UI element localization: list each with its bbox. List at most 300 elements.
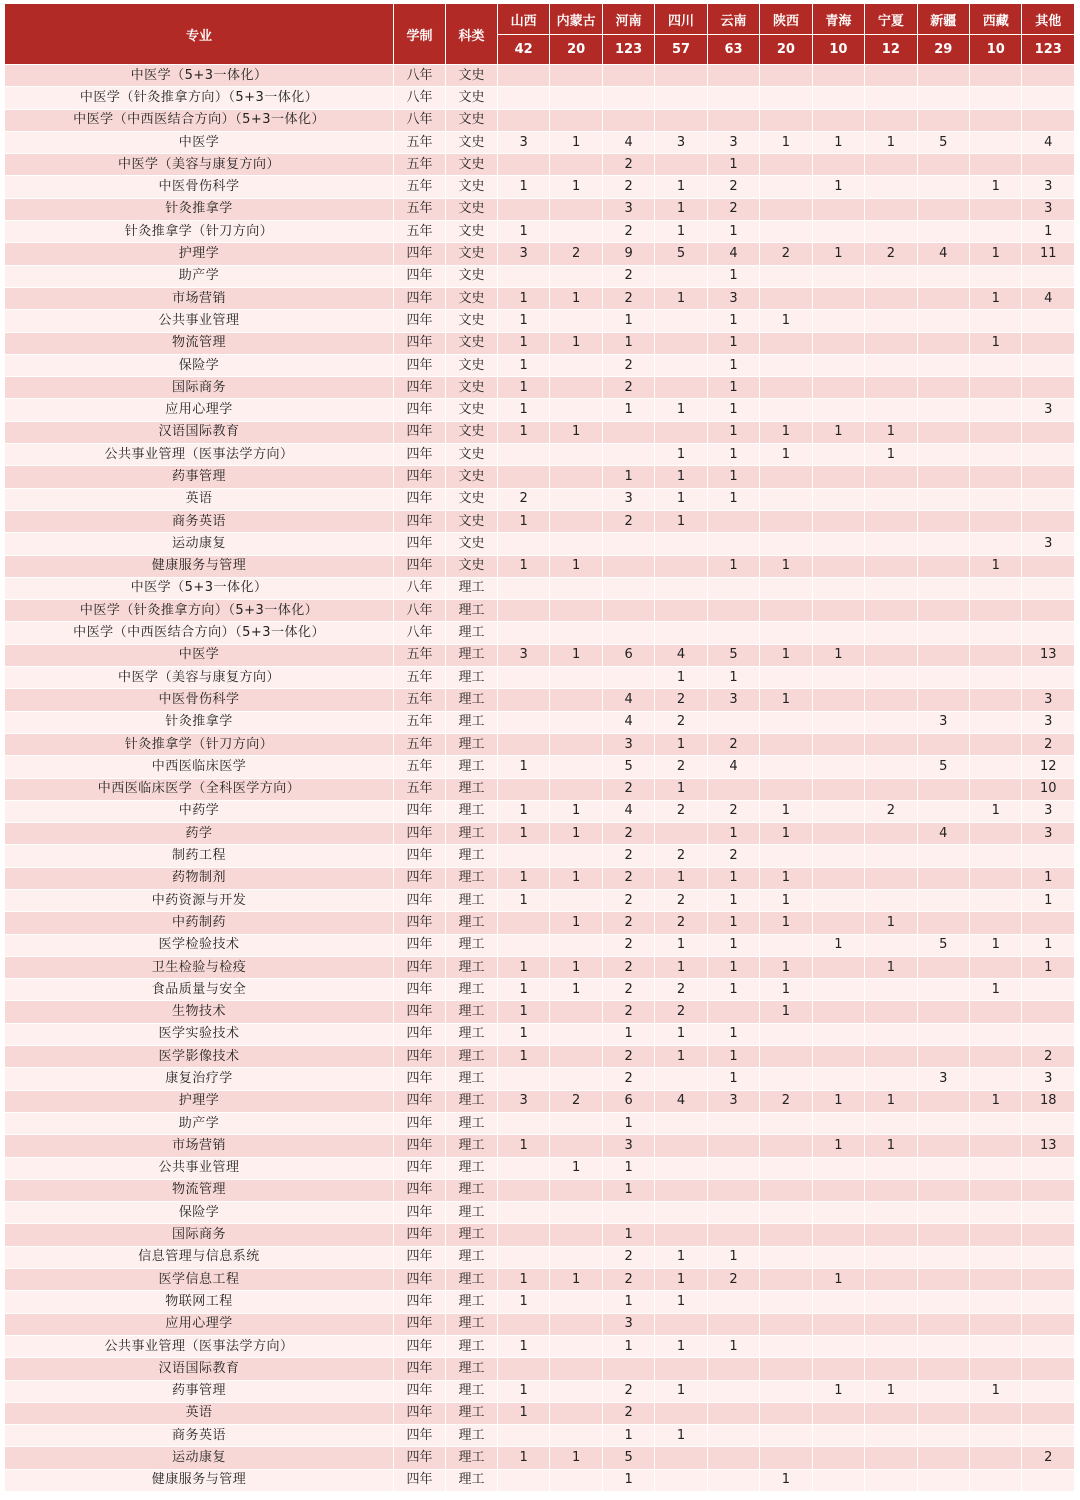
quota-cell	[812, 1313, 864, 1335]
quota-cell: 1	[497, 1001, 549, 1023]
quota-cell	[812, 733, 864, 755]
column-header-province: 内蒙古	[550, 4, 602, 35]
length-cell: 五年	[394, 221, 446, 243]
quota-cell	[917, 198, 969, 220]
quota-cell: 1	[655, 1425, 707, 1447]
quota-cell	[707, 1157, 759, 1179]
category-cell: 文史	[446, 198, 498, 220]
table-row	[5, 1469, 1075, 1491]
quota-cell	[1022, 154, 1075, 176]
category-cell: 理工	[446, 778, 498, 800]
length-cell: 四年	[394, 912, 446, 934]
quota-cell: 1	[550, 867, 602, 889]
length-cell: 四年	[394, 1135, 446, 1157]
quota-cell	[917, 488, 969, 510]
quota-cell	[760, 510, 812, 532]
quota-cell	[917, 287, 969, 309]
quota-cell	[1022, 1425, 1075, 1447]
category-cell: 理工	[446, 1425, 498, 1447]
quota-cell	[1022, 332, 1075, 354]
quota-cell	[550, 154, 602, 176]
quota-cell: 3	[1022, 800, 1075, 822]
length-cell: 四年	[394, 555, 446, 577]
quota-cell	[1022, 444, 1075, 466]
major-cell: 食品质量与安全	[5, 979, 394, 1001]
quota-cell	[602, 577, 654, 599]
enrollment-plan-table	[4, 3, 1075, 1492]
major-cell: 中药制药	[5, 912, 394, 934]
length-cell: 四年	[394, 1335, 446, 1357]
quota-cell	[917, 221, 969, 243]
quota-cell	[497, 934, 549, 956]
quota-cell: 1	[602, 1224, 654, 1246]
length-cell: 四年	[394, 1112, 446, 1134]
major-cell: 中医学（针灸推拿方向）（5+3一体化）	[5, 87, 394, 109]
quota-cell	[970, 1246, 1022, 1268]
quota-cell	[497, 912, 549, 934]
quota-cell: 5	[602, 756, 654, 778]
quota-cell	[1022, 622, 1075, 644]
quota-cell	[917, 956, 969, 978]
quota-cell	[812, 332, 864, 354]
quota-cell	[865, 823, 917, 845]
quota-cell	[1022, 577, 1075, 599]
quota-cell	[970, 1202, 1022, 1224]
quota-cell: 1	[497, 1380, 549, 1402]
quota-cell	[970, 1425, 1022, 1447]
table-row	[5, 711, 1075, 733]
quota-cell	[550, 65, 602, 87]
quota-cell	[550, 1402, 602, 1424]
quota-cell: 2	[497, 488, 549, 510]
province-total: 63	[707, 35, 759, 65]
quota-cell: 1	[760, 956, 812, 978]
quota-cell: 2	[602, 377, 654, 399]
quota-cell	[497, 1179, 549, 1201]
quota-cell	[970, 1023, 1022, 1045]
quota-cell	[550, 1179, 602, 1201]
quota-cell	[760, 1313, 812, 1335]
length-cell: 五年	[394, 644, 446, 666]
major-cell: 医学检验技术	[5, 934, 394, 956]
major-cell: 公共事业管理（医事法学方向）	[5, 1335, 394, 1357]
category-cell: 理工	[446, 1246, 498, 1268]
quota-cell: 1	[707, 444, 759, 466]
quota-cell: 2	[550, 243, 602, 265]
major-cell: 中西医临床医学	[5, 756, 394, 778]
quota-cell: 1	[497, 555, 549, 577]
quota-cell	[865, 1224, 917, 1246]
quota-cell: 1	[602, 1112, 654, 1134]
quota-cell	[917, 533, 969, 555]
major-cell: 药事管理	[5, 1380, 394, 1402]
quota-cell: 1	[760, 800, 812, 822]
major-cell: 中医骨伤科学	[5, 689, 394, 711]
quota-cell	[917, 667, 969, 689]
category-cell: 理工	[446, 1157, 498, 1179]
quota-cell	[760, 265, 812, 287]
province-total: 20	[760, 35, 812, 65]
major-cell: 中药学	[5, 800, 394, 822]
quota-cell: 1	[655, 1380, 707, 1402]
column-header-province: 青海	[812, 4, 864, 35]
quota-cell: 1	[602, 1179, 654, 1201]
table-row	[5, 243, 1075, 265]
quota-cell: 1	[760, 555, 812, 577]
category-cell: 文史	[446, 421, 498, 443]
quota-cell: 1	[655, 399, 707, 421]
province-total: 57	[655, 35, 707, 65]
quota-cell: 1	[602, 1023, 654, 1045]
quota-cell	[1022, 265, 1075, 287]
major-cell: 中医学（针灸推拿方向）（5+3一体化）	[5, 600, 394, 622]
quota-cell	[550, 1313, 602, 1335]
quota-cell: 1	[865, 421, 917, 443]
length-cell: 四年	[394, 845, 446, 867]
table-row	[5, 1112, 1075, 1134]
quota-cell	[812, 1046, 864, 1068]
quota-cell	[1022, 1023, 1075, 1045]
quota-cell	[812, 1402, 864, 1424]
quota-cell: 1	[707, 221, 759, 243]
length-cell: 四年	[394, 444, 446, 466]
quota-cell	[812, 1023, 864, 1045]
major-cell: 中医学（5+3一体化）	[5, 577, 394, 599]
length-cell: 四年	[394, 1291, 446, 1313]
length-cell: 八年	[394, 577, 446, 599]
table-row	[5, 354, 1075, 376]
quota-cell: 2	[707, 198, 759, 220]
category-cell: 理工	[446, 644, 498, 666]
quota-cell: 3	[497, 243, 549, 265]
quota-cell: 1	[497, 800, 549, 822]
length-cell: 四年	[394, 332, 446, 354]
quota-cell	[655, 577, 707, 599]
quota-cell: 1	[707, 934, 759, 956]
category-cell: 理工	[446, 756, 498, 778]
table-row	[5, 1001, 1075, 1023]
length-cell: 四年	[394, 488, 446, 510]
quota-cell: 1	[655, 1046, 707, 1068]
quota-cell	[550, 1335, 602, 1357]
column-header-province: 新疆	[917, 4, 969, 35]
quota-cell: 1	[497, 823, 549, 845]
quota-cell: 1	[655, 1269, 707, 1291]
quota-cell: 4	[707, 756, 759, 778]
quota-cell: 1	[970, 979, 1022, 1001]
quota-cell: 5	[917, 756, 969, 778]
category-cell: 文史	[446, 332, 498, 354]
quota-cell	[497, 1358, 549, 1380]
quota-cell: 1	[707, 354, 759, 376]
quota-cell	[970, 533, 1022, 555]
quota-cell: 2	[602, 934, 654, 956]
quota-cell	[550, 1202, 602, 1224]
quota-cell	[550, 667, 602, 689]
quota-cell: 3	[917, 1068, 969, 1090]
quota-cell: 1	[707, 823, 759, 845]
quota-cell	[917, 1358, 969, 1380]
category-cell: 理工	[446, 1380, 498, 1402]
quota-cell: 1	[1022, 956, 1075, 978]
quota-cell	[917, 733, 969, 755]
category-cell: 理工	[446, 845, 498, 867]
length-cell: 五年	[394, 131, 446, 153]
major-cell: 助产学	[5, 265, 394, 287]
quota-cell	[917, 1023, 969, 1045]
quota-cell	[970, 198, 1022, 220]
quota-cell: 1	[707, 265, 759, 287]
length-cell: 五年	[394, 689, 446, 711]
quota-cell: 2	[707, 176, 759, 198]
quota-cell	[865, 845, 917, 867]
quota-cell	[812, 510, 864, 532]
quota-cell: 2	[550, 1090, 602, 1112]
quota-cell	[970, 1313, 1022, 1335]
quota-cell	[1022, 421, 1075, 443]
quota-cell	[917, 912, 969, 934]
quota-cell	[970, 756, 1022, 778]
quota-cell	[865, 533, 917, 555]
quota-cell	[1022, 1269, 1075, 1291]
quota-cell	[655, 87, 707, 109]
quota-cell: 1	[812, 1380, 864, 1402]
quota-cell	[707, 510, 759, 532]
quota-cell: 1	[760, 421, 812, 443]
quota-cell: 1	[970, 287, 1022, 309]
quota-cell: 1	[865, 1090, 917, 1112]
quota-cell	[760, 87, 812, 109]
quota-cell	[707, 1224, 759, 1246]
quota-cell	[865, 354, 917, 376]
major-cell: 健康服务与管理	[5, 555, 394, 577]
category-cell: 文史	[446, 533, 498, 555]
quota-cell: 1	[655, 956, 707, 978]
category-cell: 文史	[446, 243, 498, 265]
quota-cell: 3	[1022, 1068, 1075, 1090]
quota-cell	[917, 1313, 969, 1335]
quota-cell	[865, 622, 917, 644]
quota-cell: 2	[707, 800, 759, 822]
quota-cell	[550, 466, 602, 488]
quota-cell: 1	[655, 510, 707, 532]
major-cell: 国际商务	[5, 377, 394, 399]
quota-cell: 1	[550, 421, 602, 443]
quota-cell	[970, 1046, 1022, 1068]
major-cell: 康复治疗学	[5, 1068, 394, 1090]
major-cell: 生物技术	[5, 1001, 394, 1023]
table-row	[5, 154, 1075, 176]
major-cell: 运动康复	[5, 1447, 394, 1469]
quota-cell: 2	[602, 1001, 654, 1023]
quota-cell	[917, 377, 969, 399]
table-body	[5, 65, 1075, 1492]
province-total: 12	[865, 35, 917, 65]
length-cell: 四年	[394, 265, 446, 287]
table-row	[5, 1090, 1075, 1112]
length-cell: 四年	[394, 867, 446, 889]
category-cell: 理工	[446, 600, 498, 622]
quota-cell	[707, 109, 759, 131]
quota-cell: 5	[707, 644, 759, 666]
quota-cell: 1	[550, 823, 602, 845]
quota-cell	[1022, 87, 1075, 109]
quota-cell	[917, 1447, 969, 1469]
quota-cell	[812, 867, 864, 889]
province-total: 123	[1022, 35, 1075, 65]
quota-cell	[812, 354, 864, 376]
quota-cell	[602, 444, 654, 466]
major-cell: 卫生检验与检疫	[5, 956, 394, 978]
quota-cell: 1	[707, 1046, 759, 1068]
quota-cell	[655, 377, 707, 399]
quota-cell: 3	[602, 733, 654, 755]
category-cell: 理工	[446, 934, 498, 956]
quota-cell	[865, 756, 917, 778]
major-cell: 物流管理	[5, 332, 394, 354]
quota-cell	[760, 1291, 812, 1313]
quota-cell	[602, 533, 654, 555]
category-cell: 理工	[446, 800, 498, 822]
quota-cell	[760, 65, 812, 87]
quota-cell: 2	[1022, 733, 1075, 755]
quota-cell	[812, 1157, 864, 1179]
quota-cell	[917, 1202, 969, 1224]
quota-cell	[1022, 1335, 1075, 1357]
major-cell: 中医学（美容与康复方向）	[5, 154, 394, 176]
quota-cell: 3	[497, 644, 549, 666]
quota-cell	[865, 644, 917, 666]
quota-cell	[707, 1380, 759, 1402]
quota-cell: 4	[707, 243, 759, 265]
quota-cell	[865, 87, 917, 109]
quota-cell	[550, 889, 602, 911]
major-cell: 保险学	[5, 1202, 394, 1224]
quota-cell	[497, 65, 549, 87]
quota-cell	[970, 444, 1022, 466]
quota-cell	[917, 466, 969, 488]
quota-cell: 1	[707, 1246, 759, 1268]
quota-cell: 11	[1022, 243, 1075, 265]
quota-cell	[550, 1425, 602, 1447]
quota-cell	[970, 711, 1022, 733]
quota-cell	[550, 622, 602, 644]
quota-cell	[970, 1469, 1022, 1491]
quota-cell	[917, 1246, 969, 1268]
quota-cell	[1022, 1469, 1075, 1491]
quota-cell	[497, 1157, 549, 1179]
quota-cell	[865, 176, 917, 198]
quota-cell	[760, 1335, 812, 1357]
quota-cell: 1	[497, 956, 549, 978]
major-cell: 针灸推拿学（针刀方向）	[5, 733, 394, 755]
length-cell: 四年	[394, 1358, 446, 1380]
quota-cell	[1022, 1402, 1075, 1424]
quota-cell	[760, 287, 812, 309]
quota-cell	[602, 421, 654, 443]
quota-cell	[655, 1402, 707, 1424]
quota-cell: 1	[760, 867, 812, 889]
quota-cell	[655, 421, 707, 443]
table-row	[5, 1269, 1075, 1291]
table-row	[5, 1291, 1075, 1313]
quota-cell	[550, 510, 602, 532]
quota-cell	[970, 956, 1022, 978]
table-row	[5, 421, 1075, 443]
major-cell: 物流管理	[5, 1179, 394, 1201]
quota-cell: 1	[655, 444, 707, 466]
quota-cell: 1	[550, 332, 602, 354]
length-cell: 四年	[394, 510, 446, 532]
category-cell: 理工	[446, 1001, 498, 1023]
quota-cell: 1	[602, 332, 654, 354]
table-row	[5, 377, 1075, 399]
category-cell: 理工	[446, 1068, 498, 1090]
quota-cell	[970, 510, 1022, 532]
quota-cell	[812, 979, 864, 1001]
quota-cell: 2	[865, 243, 917, 265]
quota-cell	[655, 1447, 707, 1469]
quota-cell	[970, 867, 1022, 889]
quota-cell	[760, 221, 812, 243]
quota-cell	[917, 1425, 969, 1447]
quota-cell	[760, 466, 812, 488]
major-cell: 药学	[5, 823, 394, 845]
quota-cell: 1	[497, 1402, 549, 1424]
quota-cell: 1	[707, 889, 759, 911]
quota-cell	[970, 823, 1022, 845]
quota-cell	[760, 1269, 812, 1291]
quota-cell: 1	[1022, 934, 1075, 956]
quota-cell	[865, 332, 917, 354]
quota-cell	[550, 934, 602, 956]
major-cell: 护理学	[5, 243, 394, 265]
quota-cell	[812, 377, 864, 399]
quota-cell: 1	[497, 867, 549, 889]
quota-cell	[655, 1202, 707, 1224]
quota-cell: 2	[602, 221, 654, 243]
quota-cell	[812, 87, 864, 109]
quota-cell	[865, 109, 917, 131]
quota-cell: 1	[550, 1447, 602, 1469]
quota-cell: 1	[812, 934, 864, 956]
quota-cell: 2	[602, 889, 654, 911]
category-cell: 文史	[446, 399, 498, 421]
quota-cell: 1	[497, 756, 549, 778]
quota-cell	[497, 778, 549, 800]
quota-cell	[865, 778, 917, 800]
quota-cell	[865, 1112, 917, 1134]
length-cell: 四年	[394, 1313, 446, 1335]
quota-cell: 1	[655, 1291, 707, 1313]
length-cell: 四年	[394, 1090, 446, 1112]
quota-cell	[497, 845, 549, 867]
quota-cell	[550, 845, 602, 867]
category-cell: 理工	[446, 577, 498, 599]
quota-cell	[812, 310, 864, 332]
quota-cell: 1	[707, 154, 759, 176]
table-row	[5, 1380, 1075, 1402]
quota-cell: 1	[865, 1380, 917, 1402]
quota-cell: 1	[550, 912, 602, 934]
major-cell: 汉语国际教育	[5, 1358, 394, 1380]
quota-cell	[1022, 1112, 1075, 1134]
quota-cell: 2	[655, 912, 707, 934]
table-header	[5, 4, 1075, 65]
quota-cell: 1	[655, 1335, 707, 1357]
quota-cell	[865, 1068, 917, 1090]
quota-cell: 4	[655, 644, 707, 666]
